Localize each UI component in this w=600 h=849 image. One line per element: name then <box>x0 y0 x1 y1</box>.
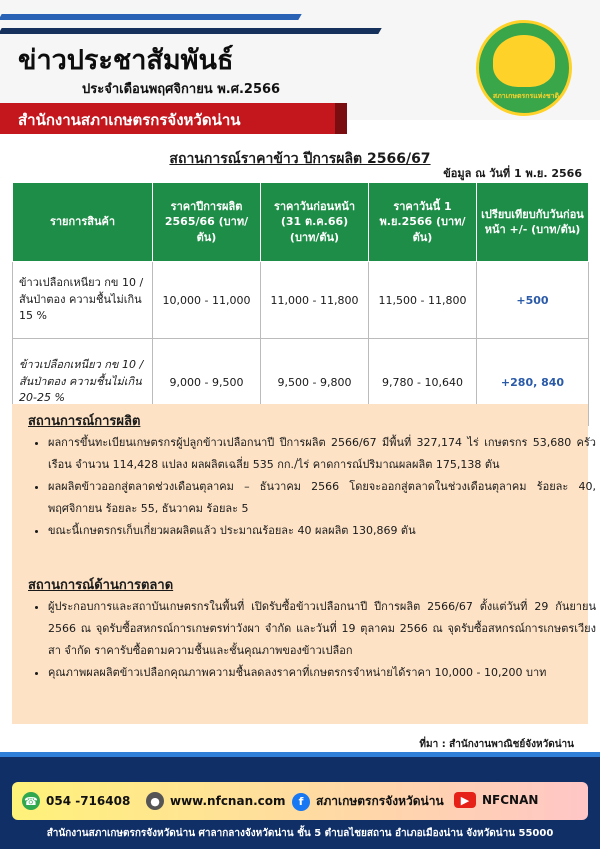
change-cell: +280, 840 <box>477 339 589 426</box>
website-url: www.nfcnan.com <box>170 794 286 808</box>
facebook-name: สภาเกษตรกรจังหวัดน่าน <box>316 794 444 808</box>
price-cell: 9,500 - 9,800 <box>261 339 369 426</box>
table-header-row <box>13 183 589 262</box>
price-cell: 10,000 - 11,000 <box>153 262 261 339</box>
column-header: ราคาปีการผลิต 2565/66 (บาท/ตัน) <box>153 183 261 262</box>
item-cell: ข้าวเปลือกเหนียว กข 10 / สันป่าตอง ความชื้นไม่เกิน 15 % <box>13 262 153 339</box>
footer-address: สำนักงานสภาเกษตรกรจังหวัดน่าน ศาลากลางจังหวัดน่าน ชั้น 5 ตำบลไชยสถาน อำเภอเมืองน่าน จังหวัดน่าน 55000 <box>46 828 554 839</box>
production-list <box>28 432 596 542</box>
phone-number: 054 -716408 <box>46 794 131 808</box>
price-cell: 9,780 - 10,640 <box>369 339 477 426</box>
column-header: เปรียบเทียบกับวันก่อนหน้า +/- (บาท/ตัน) <box>477 183 589 262</box>
column-header: ราคาวันนี้ 1 พ.ย.2566 (บาท/ตัน) <box>369 183 477 262</box>
price-cell: 11,500 - 11,800 <box>369 262 477 339</box>
list-item: • ผู้ประกอบการและสถาบันเกษตรกรในพื้นที่ เปิดรับซื้อข้าวเปลือกนาปี ปีการผลิต 2566/67 ตั้งแต่วันที่ 29 กันยายน 2566 ณ จุดรับซื้อสหกรณ์การเกษตรท่าวังผา จำกัด และวันที่ 19 ตุลาคม 2566 ณ จุดรับซื้อสหกรณ์การเกษตรเวียงสา จำกัด ราคารับซื้อตามความชื้นและชั้นคุณภาพของข้าวเปลือก <box>48 596 596 662</box>
phone-contact[interactable] <box>22 792 130 810</box>
item-cell: ข้าวเปลือกเหนียว กข 10 / สันป่าตอง ความชื้นไม่เกิน 20-25 % <box>13 339 153 426</box>
page-subtitle: ประจำเดือนพฤศจิกายน พ.ศ.2566 <box>82 82 281 97</box>
youtube-name: NFCNAN <box>482 793 539 807</box>
contact-bar <box>12 782 588 820</box>
office-banner-accent <box>335 103 347 134</box>
page-title: ข่าวประชาสัมพันธ์ <box>18 45 234 76</box>
globe-icon: ● <box>146 792 164 810</box>
change-cell: +500 <box>477 262 589 339</box>
council-emblem-icon <box>493 35 555 87</box>
report-title: สถานการณ์ราคาข้าว ปีการผลิต 2566/67 <box>169 151 431 167</box>
price-table <box>12 182 589 426</box>
column-header: ราคาวันก่อนหน้า (31 ต.ค.66) (บาท/ตัน) <box>261 183 369 262</box>
list-item: • คุณภาพผลผลิตข้าวเปลือกคุณภาพความชื้นลดลงราคาที่เกษตรกรจำหน่ายได้ราคา 10,000 - 10,200 บาท <box>48 662 596 684</box>
table-row <box>13 262 589 339</box>
list-item: • ขณะนี้เกษตรกรเก็บเกี่ยวผลผลิตแล้ว ประมาณร้อยละ 40 ผลผลิต 130,869 ตัน <box>48 520 596 542</box>
source-note: ที่มา : สำนักงานพาณิชย์จังหวัดน่าน <box>419 739 574 750</box>
price-cell: 9,000 - 9,500 <box>153 339 261 426</box>
situation-panel <box>12 404 596 724</box>
council-logo <box>476 20 572 116</box>
youtube-icon: ▶ <box>454 792 476 808</box>
price-cell: 11,000 - 11,800 <box>261 262 369 339</box>
facebook-link[interactable] <box>292 792 444 811</box>
youtube-link[interactable] <box>454 792 538 808</box>
market-heading: สถานการณ์ด้านการตลาด <box>28 578 174 593</box>
list-item: • ผลผลิตข้าวออกสู่ตลาดช่วงเดือนตุลาคม – ธันวาคม 2566 โดยจะออกสู่ตลาดในช่วงเดือนตุลาคม ร้อยละ 40, พฤศจิกายน ร้อยละ 55, ธันวาคม ร้อยละ 5 <box>48 476 596 520</box>
phone-icon: ☎ <box>22 792 40 810</box>
production-heading: สถานการณ์การผลิต <box>28 414 141 429</box>
header-stripe <box>0 28 382 34</box>
header-stripe <box>0 14 302 20</box>
office-name: สำนักงานสภาเกษตรกรจังหวัดน่าน <box>18 111 241 129</box>
column-header: รายการสินค้า <box>13 183 153 262</box>
market-list <box>28 596 596 684</box>
facebook-icon: f <box>292 793 310 811</box>
logo-text: สภาเกษตรกรแห่งชาติ <box>492 92 560 100</box>
date-note: ข้อมูล ณ วันที่ 1 พ.ย. 2566 <box>443 167 582 180</box>
list-item: • ผลการขึ้นทะเบียนเกษตรกรผู้ปลูกข้าวเปลือกนาปี ปีการผลิต 2566/67 มีพื้นที่ 327,174 ไร่ เกษตรกร 53,680 ครัวเรือน จำนวน 114,428 แปลง ผลผลิตเฉลี่ย 535 กก./ไร่ คาดการณ์ปริมาณผลผลิต 175,138 ตัน <box>48 432 596 476</box>
website-link[interactable] <box>146 792 286 810</box>
